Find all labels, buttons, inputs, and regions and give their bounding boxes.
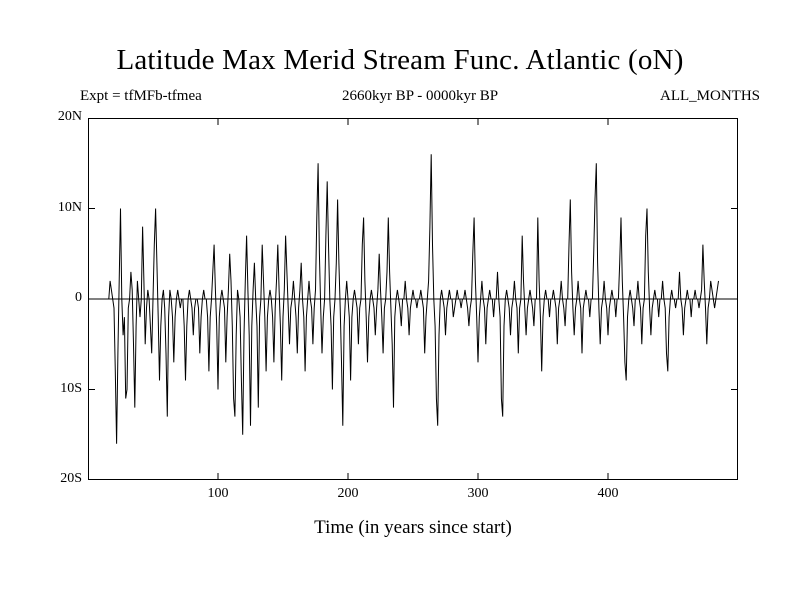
- x-tick-label: 200: [337, 486, 359, 501]
- x-tick-label: 300: [467, 486, 489, 501]
- y-tick-label: 10S: [60, 380, 82, 396]
- x-tick-label: 400: [597, 486, 619, 501]
- y-axis-tick-labels: [28, 109, 82, 486]
- series-line: [88, 118, 738, 480]
- page-title: Latitude Max Merid Stream Func. Atlantic (oN): [116, 44, 684, 76]
- y-tick-label: 10N: [57, 199, 82, 215]
- x-tick-label: 100: [207, 486, 229, 501]
- y-tick-label: 20N: [57, 109, 82, 124]
- x-axis-tick-labels: [88, 486, 738, 508]
- subheader: [80, 88, 760, 108]
- y-tick-label: 0: [75, 290, 82, 305]
- period-label: 2660kyr BP - 0000kyr BP: [341, 88, 499, 104]
- experiment-label: Expt = tfMFb-tfmea: [80, 88, 202, 104]
- months-label: ALL_MONTHS: [660, 88, 760, 104]
- plot-area: [88, 118, 738, 480]
- x-axis-title: Time (in years since start): [314, 517, 512, 538]
- y-tick-label: 20S: [60, 471, 82, 486]
